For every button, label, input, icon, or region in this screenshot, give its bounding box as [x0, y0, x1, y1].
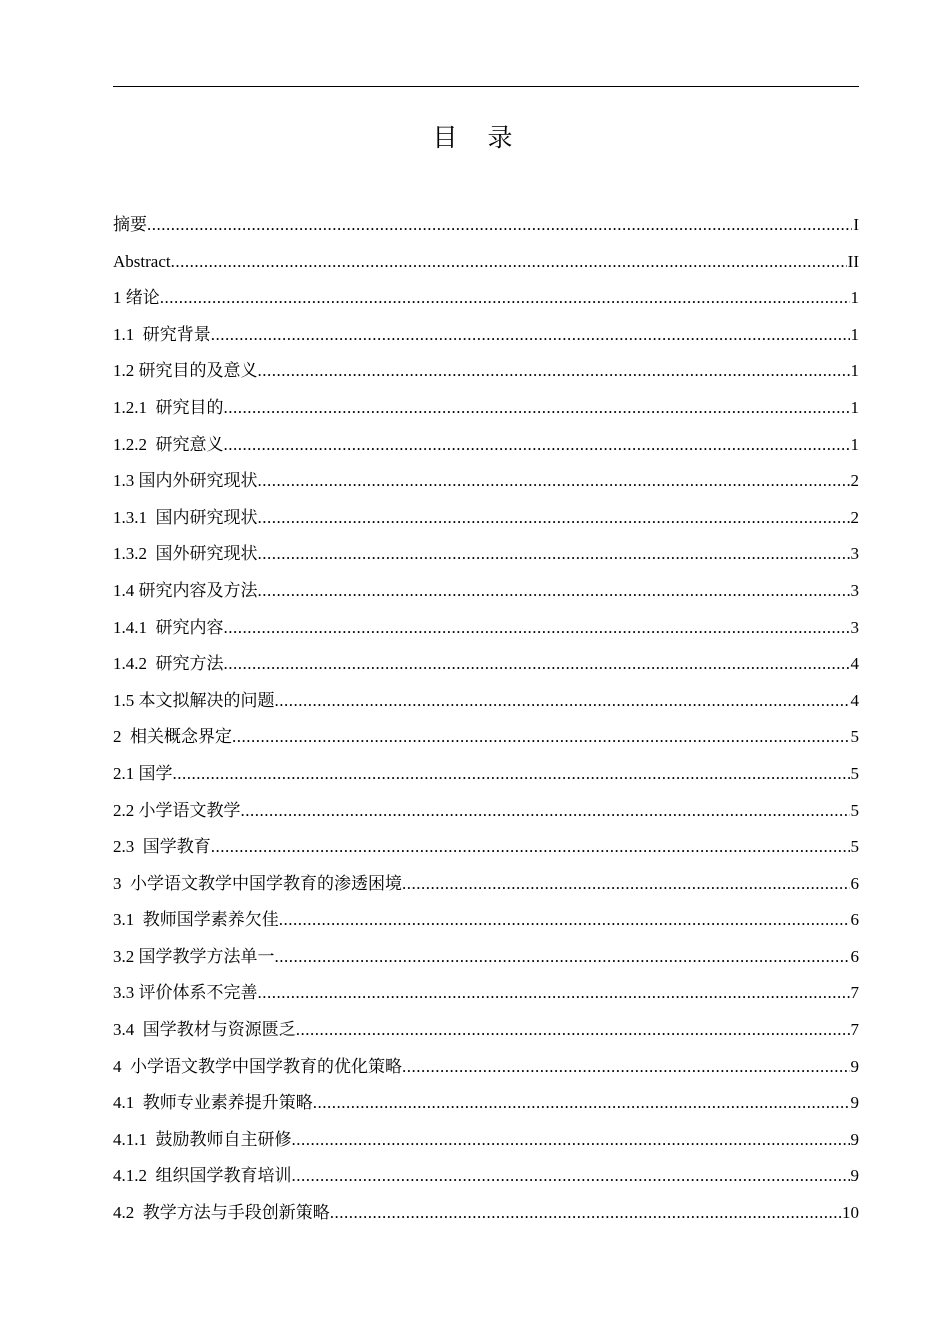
toc-dot-leader — [211, 317, 850, 354]
toc-entry[interactable] — [113, 1158, 859, 1195]
toc-entry-label: 4.2 教学方法与手段创新策略 — [113, 1203, 330, 1223]
toc-entry[interactable] — [113, 1049, 859, 1086]
toc-page-number: 1 — [850, 397, 859, 417]
toc-entry-label: 4.1 教师专业素养提升策略 — [113, 1093, 313, 1113]
toc-dot-leader — [224, 646, 850, 683]
toc-entry[interactable] — [113, 390, 859, 427]
toc-entry-label: 2.3 国学教育 — [113, 837, 211, 857]
toc-entry-label: 3 小学语文教学中国学教育的渗透困境 — [113, 873, 402, 893]
toc-entry-label: 3.1 教师国学素养欠佳 — [113, 910, 279, 930]
toc-dot-leader — [147, 207, 852, 244]
toc-entry[interactable] — [113, 902, 859, 939]
toc-entry[interactable] — [113, 1122, 859, 1159]
toc-dot-leader — [402, 866, 850, 903]
toc-entry[interactable] — [113, 866, 859, 903]
toc-entry[interactable] — [113, 463, 859, 500]
toc-page-number: 9 — [850, 1093, 859, 1113]
toc-entry[interactable] — [113, 975, 859, 1012]
toc-dot-leader — [258, 463, 850, 500]
toc-page-number: 5 — [850, 763, 859, 783]
toc-entry[interactable] — [113, 207, 859, 244]
toc-page-number: 3 — [850, 580, 859, 600]
toc-dot-leader — [296, 1012, 850, 1049]
toc-entry-label: 1.3 国内外研究现状 — [113, 471, 258, 491]
toc-dot-leader — [279, 902, 850, 939]
toc-entry-label: 4 小学语文教学中国学教育的优化策略 — [113, 1056, 402, 1076]
toc-page-number: 1 — [850, 288, 859, 308]
toc-entry-label: 2.1 国学 — [113, 763, 173, 783]
toc-page-number: 4 — [850, 654, 859, 674]
toc-page-number: 6 — [850, 910, 859, 930]
toc-page-number: 3 — [850, 544, 859, 564]
toc-entry[interactable] — [113, 280, 859, 317]
toc-dot-leader — [258, 536, 850, 573]
toc-dot-leader — [211, 829, 850, 866]
toc-dot-leader — [275, 939, 850, 976]
toc-dot-leader — [224, 610, 850, 647]
toc-dot-leader — [258, 353, 850, 390]
toc-entry[interactable] — [113, 353, 859, 390]
toc-entry[interactable] — [113, 500, 859, 537]
toc-entry[interactable] — [113, 793, 859, 830]
toc-entry[interactable] — [113, 573, 859, 610]
toc-entry[interactable] — [113, 646, 859, 683]
toc-entry[interactable] — [113, 756, 859, 793]
toc-page-number: 9 — [850, 1166, 859, 1186]
header-rule — [113, 86, 859, 87]
toc-entry[interactable] — [113, 244, 859, 281]
toc-page-number: 1 — [850, 324, 859, 344]
toc-page-number: 6 — [850, 946, 859, 966]
toc-entry-label: 1.1 研究背景 — [113, 324, 211, 344]
toc-entry[interactable] — [113, 317, 859, 354]
toc-entry-label: 1.4.2 研究方法 — [113, 654, 224, 674]
toc-entry-label: 3.2 国学教学方法单一 — [113, 946, 275, 966]
toc-page-number: 1 — [850, 434, 859, 454]
toc-page-number: 6 — [850, 873, 859, 893]
toc-entry-label: 2.2 小学语文教学 — [113, 800, 241, 820]
toc-entry-label: 1 绪论 — [113, 288, 160, 308]
toc-page-number: 7 — [850, 983, 859, 1003]
toc-dot-leader — [275, 683, 850, 720]
toc-entry-label: 1.2.2 研究意义 — [113, 434, 224, 454]
toc-page-number: 2 — [850, 507, 859, 527]
toc-entry-label: 4.1.1 鼓励教师自主研修 — [113, 1129, 292, 1149]
toc-entry-label: 1.3.2 国外研究现状 — [113, 544, 258, 564]
toc-entry-label: 3.3 评价体系不完善 — [113, 983, 258, 1003]
toc-entry-label: 2 相关概念界定 — [113, 727, 232, 747]
toc-dot-leader — [258, 500, 850, 537]
toc-dot-leader — [160, 280, 850, 317]
toc-dot-leader — [313, 1085, 850, 1122]
toc-entry[interactable] — [113, 719, 859, 756]
toc-entry[interactable] — [113, 829, 859, 866]
toc-entry-label: 1.4.1 研究内容 — [113, 617, 224, 637]
toc-page-number: 2 — [850, 471, 859, 491]
toc-page-number: I — [853, 215, 859, 234]
toc-entry-label: 4.1.2 组织国学教育培训 — [113, 1166, 292, 1186]
toc-entry-label: 1.2.1 研究目的 — [113, 397, 224, 417]
toc-page-number: 5 — [850, 727, 859, 747]
toc-page-number: 9 — [850, 1056, 859, 1076]
toc-dot-leader — [224, 390, 850, 427]
toc-list — [113, 207, 859, 1232]
page-title: 目录 — [432, 125, 543, 152]
toc-page-number: 1 — [850, 361, 859, 381]
toc-entry[interactable] — [113, 939, 859, 976]
toc-dot-leader — [171, 244, 847, 281]
toc-dot-leader — [330, 1195, 841, 1232]
toc-entry[interactable] — [113, 610, 859, 647]
toc-page-number: 9 — [850, 1129, 859, 1149]
toc-dot-leader — [292, 1122, 850, 1159]
toc-entry-label: 3.4 国学教材与资源匮乏 — [113, 1020, 296, 1040]
toc-dot-leader — [402, 1049, 850, 1086]
toc-entry-label: 1.2 研究目的及意义 — [113, 361, 258, 381]
toc-entry[interactable] — [113, 1012, 859, 1049]
toc-entry-label: 1.5 本文拟解决的问题 — [113, 690, 275, 710]
toc-entry-label: 1.3.1 国内研究现状 — [113, 507, 258, 527]
toc-entry[interactable] — [113, 1195, 859, 1232]
toc-entry[interactable] — [113, 536, 859, 573]
toc-entry[interactable] — [113, 683, 859, 720]
toc-page-number: 4 — [850, 690, 859, 710]
toc-entry-label: Abstract — [113, 251, 171, 271]
toc-page-number: II — [847, 251, 859, 271]
toc-entry-label: 1.4 研究内容及方法 — [113, 580, 258, 600]
toc-page-number: 10 — [842, 1203, 859, 1223]
toc-page-number: 7 — [850, 1020, 859, 1040]
toc-dot-leader — [258, 975, 850, 1012]
toc-dot-leader — [258, 573, 850, 610]
toc-entry-label: 摘要 — [113, 215, 147, 234]
toc-dot-leader — [232, 719, 850, 756]
toc-dot-leader — [224, 427, 850, 464]
toc-dot-leader — [241, 793, 850, 830]
toc-dot-leader — [292, 1158, 850, 1195]
toc-entry[interactable] — [113, 427, 859, 464]
toc-dot-leader — [173, 756, 850, 793]
toc-entry[interactable] — [113, 1085, 859, 1122]
toc-page-number: 3 — [850, 617, 859, 637]
toc-page-number: 5 — [850, 800, 859, 820]
toc-page-number: 5 — [850, 837, 859, 857]
